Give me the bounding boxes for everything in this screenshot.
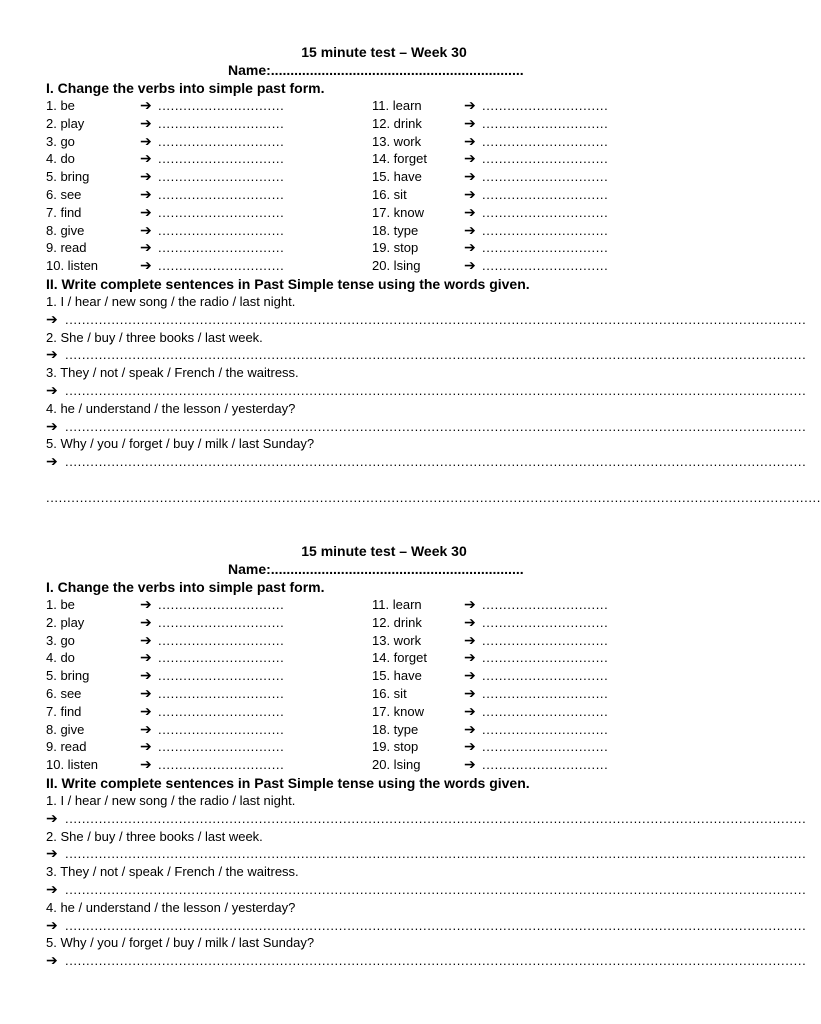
verb-item	[0, 596, 768, 614]
arrow-right-icon: ➔	[46, 845, 58, 862]
verb-label: 14. forget	[372, 151, 427, 167]
sentence-item	[46, 400, 807, 436]
answer-blank[interactable]: ..............................	[482, 739, 609, 755]
arrow-right-icon: ➔	[140, 667, 152, 684]
arrow-right-icon: ➔	[140, 168, 152, 185]
arrow-right-icon: ➔	[464, 132, 476, 149]
answer-blank[interactable]: ..............................	[158, 739, 285, 755]
arrow-right-icon: ➔	[464, 114, 476, 131]
answer-blank[interactable]: ................................................................................................................................................................................	[65, 382, 807, 398]
verb-list	[0, 596, 768, 774]
sentence-item	[46, 293, 807, 329]
sentence-answer-line[interactable]	[46, 880, 807, 899]
arrow-right-icon: ➔	[140, 613, 152, 630]
verb-label: 7. find	[46, 204, 82, 220]
verb-item	[0, 115, 768, 133]
arrow-right-icon: ➔	[140, 596, 152, 612]
arrow-right-icon: ➔	[46, 916, 58, 933]
verb-label: 4. do	[46, 151, 75, 167]
verb-label: 1. be	[46, 597, 75, 612]
verb-label: 6. see	[46, 686, 82, 701]
verb-label: 7. find	[46, 703, 82, 719]
verb-item	[0, 703, 768, 721]
arrow-right-icon: ➔	[464, 649, 476, 666]
sentence-list	[46, 293, 807, 471]
verb-item	[0, 721, 768, 739]
verb-item	[0, 685, 768, 703]
verb-label: 16. sit	[372, 686, 407, 701]
answer-blank[interactable]: ..............................	[482, 151, 609, 167]
sentence-answer-line[interactable]	[46, 845, 807, 863]
arrow-right-icon: ➔	[46, 453, 58, 470]
verb-label: 20. lsing	[372, 258, 421, 274]
arrow-right-icon: ➔	[464, 631, 476, 648]
verb-label: 13. work	[372, 632, 422, 648]
arrow-right-icon: ➔	[464, 168, 476, 185]
verb-item	[0, 186, 768, 204]
answer-blank[interactable]: ..............................	[482, 133, 609, 149]
answer-blank[interactable]: ................................................................................................................................................................................	[65, 347, 807, 363]
verb-label: 11. learn	[372, 98, 422, 113]
sentence-answer-line[interactable]	[46, 453, 807, 471]
answer-blank[interactable]: ..............................	[158, 115, 285, 131]
arrow-right-icon: ➔	[140, 649, 152, 666]
verb-label: 20. lsing	[372, 757, 421, 773]
sentence-prompt: 5. Why / you / forget / buy / milk / last Sunday?	[46, 436, 315, 452]
answer-blank[interactable]: ..............................	[482, 98, 609, 113]
arrow-right-icon: ➔	[140, 203, 152, 220]
answer-blank[interactable]: ..............................	[482, 668, 609, 684]
answer-blank[interactable]: ................................................................................................................................................................................	[65, 311, 807, 327]
test-title: 15 minute test – Week 30	[301, 44, 467, 60]
answer-blank[interactable]: ..............................	[158, 597, 285, 612]
verb-item	[0, 257, 768, 275]
verb-label: 13. work	[372, 133, 422, 149]
sentence-prompt: 1. I / hear / new song / the radio / last night.	[46, 793, 296, 808]
answer-blank[interactable]: ..............................	[158, 757, 285, 773]
answer-blank[interactable]: ..............................	[482, 721, 609, 737]
sentence-answer-line[interactable]	[46, 809, 807, 828]
sentence-item	[46, 329, 807, 365]
sentence-answer-line[interactable]	[46, 916, 807, 935]
answer-blank[interactable]: ..............................	[158, 614, 285, 630]
answer-blank[interactable]: ..............................	[158, 632, 285, 648]
verb-item	[0, 614, 768, 632]
arrow-right-icon: ➔	[140, 114, 152, 131]
arrow-right-icon: ➔	[464, 221, 476, 238]
arrow-right-icon: ➔	[46, 809, 58, 826]
answer-blank[interactable]: ..............................	[158, 98, 285, 113]
verb-item	[0, 168, 768, 186]
answer-blank[interactable]: ..............................	[482, 650, 609, 666]
verb-label: 18. type	[372, 222, 419, 238]
arrow-right-icon: ➔	[140, 186, 152, 202]
verb-label: 12. drink	[372, 614, 422, 630]
sentence-item	[46, 435, 807, 471]
verb-label: 15. have	[372, 668, 422, 684]
arrow-right-icon: ➔	[140, 150, 152, 167]
verb-label: 5. bring	[46, 668, 90, 684]
verb-label: 3. go	[46, 632, 75, 648]
sentence-prompt: 4. he / understand / the lesson / yesterday?	[46, 400, 296, 416]
sentence-item	[46, 899, 807, 935]
verb-label: 4. do	[46, 650, 75, 666]
answer-blank[interactable]: ..............................	[482, 703, 609, 719]
arrow-right-icon: ➔	[140, 221, 152, 238]
arrow-right-icon: ➔	[464, 720, 476, 737]
sentence-answer-line[interactable]	[46, 346, 807, 364]
section-2-heading: II. Write complete sentences in Past Simple tense using the words given.	[46, 276, 530, 292]
answer-blank[interactable]: ................................................................................................................................................................................	[65, 810, 807, 826]
arrow-right-icon: ➔	[464, 150, 476, 167]
verb-item	[0, 222, 768, 240]
answer-blank[interactable]: ..............................	[482, 597, 609, 612]
answer-blank[interactable]: ................................................................................................................................................................................	[65, 846, 807, 862]
arrow-right-icon: ➔	[464, 239, 476, 256]
section-1-heading: I. Change the verbs into simple past form.	[46, 80, 325, 96]
arrow-right-icon: ➔	[464, 596, 476, 612]
sentence-prompt: 2. She / buy / three books / last week.	[46, 329, 263, 345]
answer-blank[interactable]: ................................................................................................................................................................................	[65, 917, 807, 933]
sentence-prompt: 5. Why / you / forget / buy / milk / last Sunday?	[46, 935, 315, 951]
verb-label: 10. listen	[46, 757, 99, 773]
arrow-right-icon: ➔	[464, 738, 476, 755]
arrow-right-icon: ➔	[464, 203, 476, 220]
answer-blank[interactable]: ................................................................................................................................................................................	[65, 881, 807, 897]
section-2-heading: II. Write complete sentences in Past Simple tense using the words given.	[46, 775, 530, 791]
verb-label: 8. give	[46, 721, 85, 737]
name-field: Name:.................................................................	[228, 62, 524, 78]
extra-answer-line: ........................................................................................................................................................................................	[46, 490, 821, 505]
arrow-right-icon: ➔	[46, 880, 58, 897]
answer-blank[interactable]: ..............................	[158, 650, 285, 666]
answer-blank[interactable]: ..............................	[158, 703, 285, 719]
answer-blank[interactable]: ..............................	[482, 115, 609, 131]
verb-item	[0, 667, 768, 685]
verb-item	[0, 632, 768, 650]
sentence-answer-line[interactable]	[46, 381, 807, 400]
answer-blank[interactable]: ..............................	[158, 169, 285, 185]
arrow-right-icon: ➔	[464, 186, 476, 202]
verb-item	[0, 239, 768, 257]
verb-label: 16. sit	[372, 187, 407, 202]
sentence-prompt: 3. They / not / speak / French / the waitress.	[46, 864, 299, 880]
arrow-right-icon: ➔	[140, 631, 152, 648]
verb-label: 5. bring	[46, 169, 90, 185]
verb-label: 8. give	[46, 222, 85, 238]
answer-blank[interactable]: ..............................	[482, 169, 609, 185]
sentence-prompt: 4. he / understand / the lesson / yesterday?	[46, 899, 296, 915]
answer-blank[interactable]: ..............................	[158, 686, 285, 701]
sentence-prompt: 3. They / not / speak / French / the waitress.	[46, 365, 299, 381]
arrow-right-icon: ➔	[140, 720, 152, 737]
verb-label: 10. listen	[46, 258, 99, 274]
arrow-right-icon: ➔	[46, 381, 58, 398]
answer-blank[interactable]: ..............................	[158, 721, 285, 737]
verb-label: 17. know	[372, 204, 425, 220]
verb-label: 18. type	[372, 721, 419, 737]
arrow-right-icon: ➔	[140, 97, 152, 113]
section-1-heading: I. Change the verbs into simple past form.	[46, 579, 325, 595]
answer-blank[interactable]: ..............................	[158, 204, 285, 220]
verb-label: 6. see	[46, 187, 82, 202]
arrow-right-icon: ➔	[464, 756, 476, 773]
answer-blank[interactable]: ..............................	[158, 240, 285, 256]
arrow-right-icon: ➔	[140, 702, 152, 719]
verb-label: 17. know	[372, 703, 425, 719]
answer-blank[interactable]: ................................................................................................................................................................................	[65, 454, 807, 470]
sentence-answer-line[interactable]	[46, 310, 807, 329]
sentence-item	[46, 364, 807, 400]
arrow-right-icon: ➔	[46, 310, 58, 327]
arrow-right-icon: ➔	[464, 685, 476, 701]
arrow-right-icon: ➔	[46, 952, 58, 969]
name-field: Name:.................................................................	[228, 561, 524, 577]
arrow-right-icon: ➔	[464, 613, 476, 630]
answer-blank[interactable]: ..............................	[158, 668, 285, 684]
answer-blank[interactable]: ..............................	[482, 240, 609, 256]
verb-list	[0, 97, 768, 275]
sentence-list	[46, 792, 807, 970]
verb-label: 11. learn	[372, 597, 422, 612]
test-title: 15 minute test – Week 30	[301, 543, 467, 559]
answer-blank[interactable]: ..............................	[482, 222, 609, 238]
answer-blank[interactable]: ..............................	[158, 258, 285, 274]
verb-item	[0, 204, 768, 222]
answer-blank[interactable]: ..............................	[482, 686, 609, 701]
verb-label: 2. play	[46, 614, 85, 630]
answer-blank[interactable]: ..............................	[482, 187, 609, 202]
arrow-right-icon: ➔	[140, 239, 152, 256]
answer-blank[interactable]: ..............................	[482, 258, 609, 274]
sentence-answer-line[interactable]	[46, 417, 807, 436]
answer-blank[interactable]: ..............................	[482, 632, 609, 648]
arrow-right-icon: ➔	[140, 132, 152, 149]
verb-item	[0, 150, 768, 168]
answer-blank[interactable]: ..............................	[158, 187, 285, 202]
arrow-right-icon: ➔	[464, 667, 476, 684]
arrow-right-icon: ➔	[464, 97, 476, 113]
arrow-right-icon: ➔	[46, 346, 58, 363]
arrow-right-icon: ➔	[140, 738, 152, 755]
answer-blank[interactable]: ..............................	[158, 222, 285, 238]
answer-blank[interactable]: ................................................................................................................................................................................	[65, 418, 807, 434]
arrow-right-icon: ➔	[464, 257, 476, 274]
verb-label: 15. have	[372, 169, 422, 185]
verb-item	[0, 97, 768, 115]
sentence-prompt: 2. She / buy / three books / last week.	[46, 828, 263, 844]
verb-label: 19. stop	[372, 240, 419, 256]
verb-item	[0, 738, 768, 756]
sentence-item	[46, 934, 807, 970]
answer-blank[interactable]: ..............................	[158, 133, 285, 149]
sentence-item	[46, 863, 807, 899]
answer-blank[interactable]: ..............................	[482, 204, 609, 220]
arrow-right-icon: ➔	[140, 756, 152, 773]
answer-blank[interactable]: ..............................	[482, 614, 609, 630]
sentence-item	[46, 792, 807, 828]
arrow-right-icon: ➔	[46, 417, 58, 434]
answer-blank[interactable]: ..............................	[482, 757, 609, 773]
verb-label: 12. drink	[372, 115, 422, 131]
sentence-prompt: 1. I / hear / new song / the radio / last night.	[46, 294, 296, 309]
answer-blank[interactable]: ................................................................................................................................................................................	[65, 953, 807, 969]
verb-label: 2. play	[46, 115, 85, 131]
arrow-right-icon: ➔	[464, 702, 476, 719]
sentence-answer-line[interactable]	[46, 952, 807, 970]
verb-label: 3. go	[46, 133, 75, 149]
verb-label: 14. forget	[372, 650, 427, 666]
answer-blank[interactable]: ..............................	[158, 151, 285, 167]
verb-label: 19. stop	[372, 739, 419, 755]
verb-label: 1. be	[46, 98, 75, 113]
verb-item	[0, 756, 768, 774]
verb-label: 9. read	[46, 240, 87, 256]
arrow-right-icon: ➔	[140, 257, 152, 274]
verb-label: 9. read	[46, 739, 87, 755]
verb-item	[0, 133, 768, 151]
verb-item	[0, 649, 768, 667]
sentence-item	[46, 828, 807, 864]
arrow-right-icon: ➔	[140, 685, 152, 701]
